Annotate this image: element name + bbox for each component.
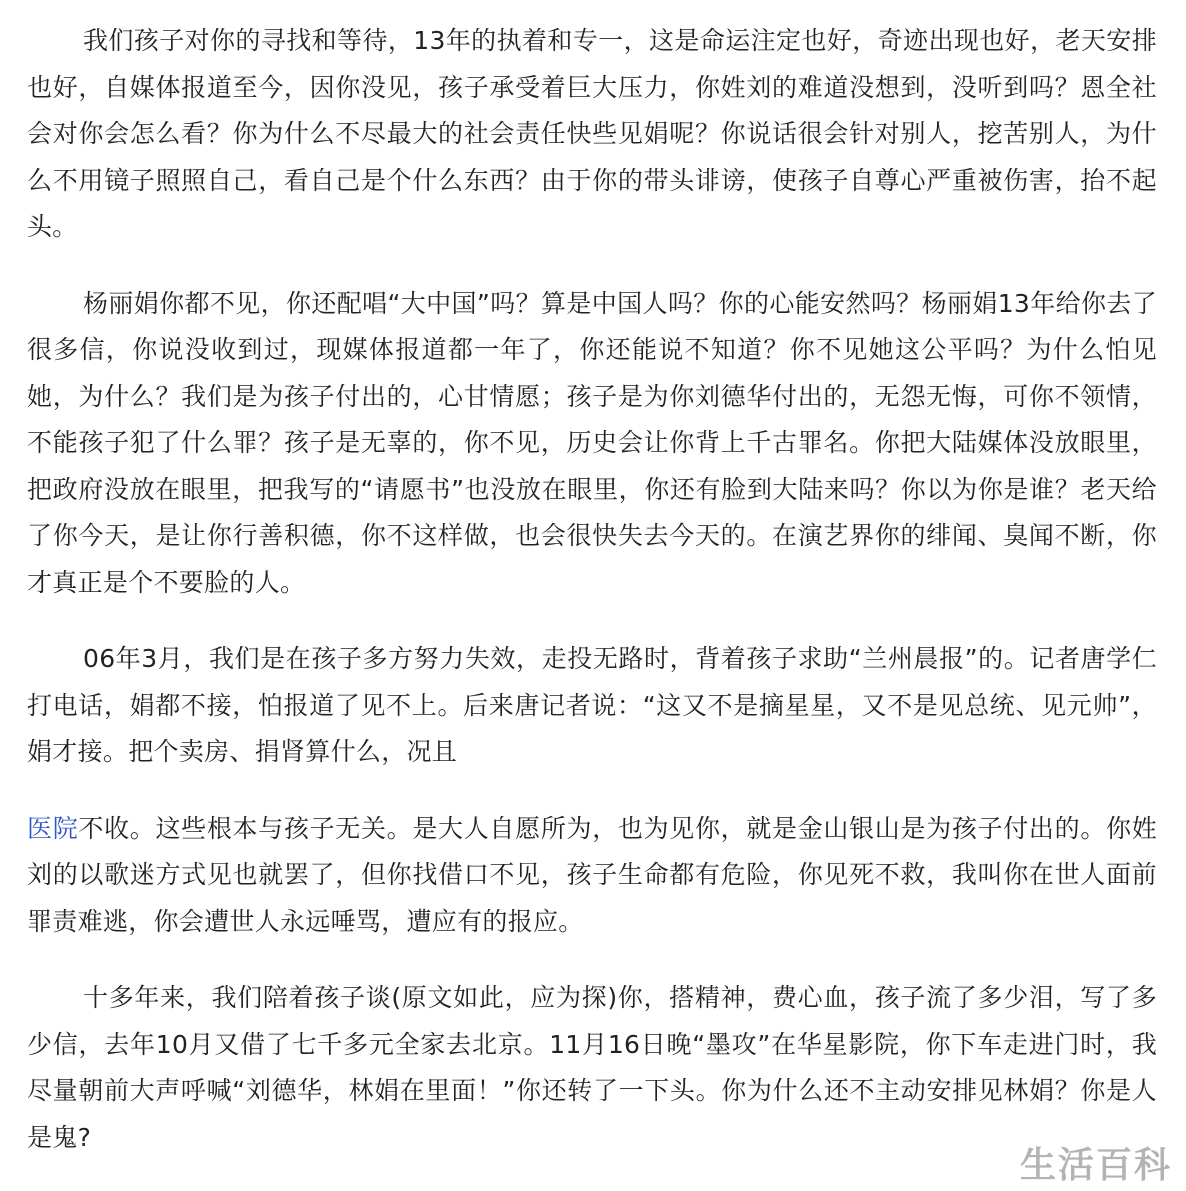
paragraph-5: 十多年来，我们陪着孩子谈(原文如此，应为探)你，搭精神，费心血，孩子流了多少泪，写了多少信，去年10月又借了七千多元全家去北京。11月16日晚“墨攻”在华星影院，你下车走进门时，我尽量朝前大声呼喊“刘德华，林娟在里面！”你还转了一下头。你为什么还不主动安排见林娟？你是人是鬼?: [27, 983, 1157, 1152]
paragraph-1: 我们孩子对你的寻找和等待，13年的执着和专一，这是命运注定也好，奇迹出现也好，老天安排也好，自媒体报道至今，因你没见，孩子承受着巨大压力，你姓刘的难道没想到，没听到吗？恩全社会对你会怎么看？你为什么不尽最大的社会责任快些见娟呢？你说话很会针对别人，挖苦别人，为什么不用镜子照照自己，看自己是个什么东西？由于你的带头诽谤，使孩子自尊心严重被伤害，抬不起头。: [27, 26, 1157, 241]
hospital-link[interactable]: 医院: [27, 813, 79, 843]
paragraph-2: 杨丽娟你都不见，你还配唱“大中国”吗？算是中国人吗？你的心能安然吗？杨丽娟13年给你去了很多信，你说没收到过，现媒体报道都一年了，你还能说不知道？你不见她这公平吗？为什么怕见她，为什么？我们是为孩子付出的，心甘情愿；孩子是为你刘德华付出的，无怨无悔，可你不领情，不能孩子犯了什么罪？孩子是无辜的，你不见，历史会让你背上千古罪名。你把大陆媒体没放眼里，把政府没放在眼里，把我写的“请愿书”也没放在眼里，你还有脸到大陆来吗？你以为你是谁？老天给了你今天，是让你行善积德，你不这样做，也会很快失去今天的。在演艺界你的绯闻、臭闻不断，你才真正是个不要脸的人。: [27, 288, 1157, 597]
paragraph-4: [27, 806, 1157, 946]
watermark-logo: 生活百科: [1019, 1145, 1172, 1186]
paragraph-4-text: 不收。这些根本与孩子无关。是大人自愿所为，也为见你，就是金山银山是为孩子付出的。你姓刘的以歌迷方式见也就罢了，但你找借口不见，孩子生命都有危险，你见死不救，我叫你在世人面前罪责难逃，你会遭世人永远唾骂，遭应有的报应。: [27, 813, 1157, 936]
article-body: [27, 18, 1157, 1191]
paragraph-3: 06年3月，我们是在孩子多方努力失效，走投无路时，背着孩子求助“兰州晨报”的。记者唐学仁打电话，娟都不接，怕报道了见不上。后来唐记者说：“这又不是摘星星，又不是见总统、见元帅”，娟才接。把个卖房、捐肾算什么，况且: [27, 644, 1157, 766]
